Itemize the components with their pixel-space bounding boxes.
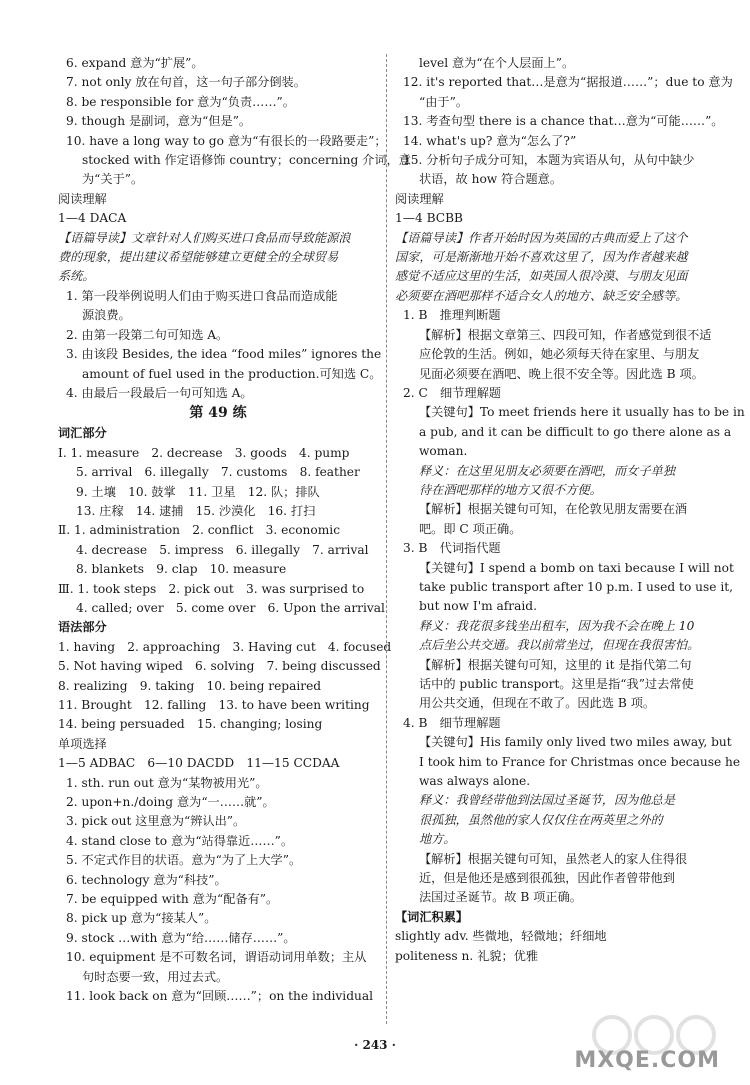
left-column-line: 6. expand 意为“扩展”。 bbox=[66, 56, 204, 70]
left-column-line: 1. having 2. approaching 3. Having cut 4. focused bbox=[58, 639, 392, 654]
right-column-line: 状语，故 how 符合题意。 bbox=[419, 172, 563, 187]
right-column-line: 用公共交通，但现在不敢了。因此选 B 项。 bbox=[419, 696, 656, 711]
right-column-line: 话中的 public transport。这里是指“我”过去常使 bbox=[419, 677, 694, 691]
right-column-line: 国家，可是渐渐地开始不喜欢这里了，因为作者越来越 bbox=[395, 250, 688, 265]
right-column-line: 感觉不适应这里的生活，如英国人很冷漠、与朋友见面 bbox=[395, 269, 688, 284]
left-column-line: 10. equipment 是不可数名词，谓语动词用单数；主从 bbox=[66, 950, 367, 965]
right-column-line: 【解析】根据关键句可知，这里的 it 是指代第二句 bbox=[419, 657, 692, 672]
left-column-line: 5. 不定式作目的状语。意为“为了上大学”。 bbox=[66, 853, 302, 868]
left-column-line: 为“关于”。 bbox=[82, 172, 144, 187]
right-column-line: woman. bbox=[419, 444, 468, 459]
left-column-line: 8. pick up 意为“接某人”。 bbox=[66, 911, 217, 926]
right-column-line: 法国过圣诞节。故 B 项正确。 bbox=[419, 890, 582, 905]
left-column-line: 11. look back on 意为“回顾……”；on the individual bbox=[66, 989, 374, 1004]
right-column-line: 【词汇积累】 bbox=[395, 909, 469, 924]
right-column-line: 1. B 推理判断题 bbox=[403, 308, 501, 323]
left-column-line: 2. 由第一段第二句可知选 A。 bbox=[66, 327, 229, 342]
left-column-line: 第 49 练 bbox=[189, 405, 247, 422]
left-column-line: 4. called; over 5. come over 6. Upon the arrival bbox=[76, 600, 385, 615]
right-column-line: 必须要在酒吧那样不适合女人的地方、缺乏安全感等。 bbox=[395, 288, 688, 303]
left-column-line: 源浪费。 bbox=[82, 308, 131, 323]
left-column-line: 5. Not having wiped 6. solving 7. being discussed bbox=[58, 659, 381, 674]
right-column-line: 阅读理解 bbox=[395, 191, 444, 206]
left-column-line: 6. technology 意为“科技”。 bbox=[66, 872, 227, 887]
left-column-line: 5. arrival 6. illegally 7. customs 8. feather bbox=[76, 465, 360, 480]
right-column-line: 15. 分析句子成分可知，本题为宾语从句，从句中缺少 bbox=[403, 153, 695, 168]
left-column-line: 1. sth. run out 意为“某物被用光”。 bbox=[66, 775, 268, 790]
right-column-line: 3. B 代词指代题 bbox=[403, 541, 501, 556]
left-column-line: 14. being persuaded 15. changing; losing bbox=[58, 717, 323, 732]
right-column-line: 见面必须要在酒吧、晚上很不安全等。因此选 B 项。 bbox=[419, 366, 704, 381]
right-column-line: 13. 考查句型 there is a chance that…意为“可能……”。 bbox=[403, 114, 724, 129]
right-column-line: 很孤独，虽然他的家人仅仅住在两英里之外的 bbox=[419, 812, 663, 827]
left-column-line: 4. stand close to 意为“站得靠近……”。 bbox=[66, 833, 294, 848]
left-column-line: 1. 第一段举例说明人们由于购买进口食品而造成能 bbox=[66, 288, 338, 303]
left-column-line: 8. blankets 9. clap 10. measure bbox=[76, 562, 287, 577]
left-column-line: Ⅲ. 1. took steps 2. pick out 3. was surprised to bbox=[58, 581, 365, 596]
left-column-line: 7. not only 放在句首，这一句子部分倒装。 bbox=[66, 75, 306, 90]
right-column-line: “由于”。 bbox=[419, 94, 469, 109]
left-column-line: 11. Brought 12. falling 13. to have been writing bbox=[58, 698, 370, 712]
right-column-line: 待在酒吧那样的地方又很不方便。 bbox=[419, 482, 602, 497]
left-column-line: 2. upon+n./doing 意为“一……就”。 bbox=[66, 795, 275, 810]
right-column-line: 吧。即 C 项正确。 bbox=[419, 521, 522, 536]
left-column-line: 1—5 ADBAC 6—10 DACDD 11—15 CCDAA bbox=[58, 756, 340, 771]
right-column bbox=[395, 54, 745, 966]
right-column-line: politeness n. 礼貌；优雅 bbox=[395, 948, 539, 963]
right-column-line: 【解析】根据关键句可知，虽然老人的家人住得很 bbox=[419, 851, 688, 866]
right-column-line: 4. B 细节理解题 bbox=[403, 715, 501, 730]
left-column-line: 4. decrease 5. impress 6. illegally 7. arrival bbox=[76, 542, 369, 557]
left-column-line: 7. be equipped with 意为“配备有”。 bbox=[66, 892, 279, 907]
right-column-line: 释义：我曾经带他到法国过圣诞节，因为他总是 bbox=[419, 793, 675, 808]
right-column-line: 【关键句】To meet friends here it usually has to be in bbox=[419, 405, 745, 420]
left-column-line: 【语篇导读】文章针对人们购买进口食品而导致能源浪 bbox=[58, 230, 351, 245]
left-column-line: 语法部分 bbox=[58, 620, 107, 635]
left-column-line: Ⅰ. 1. measure 2. decrease 3. goods 4. pump bbox=[58, 445, 350, 460]
watermark-text: MXQE.COM bbox=[574, 1048, 720, 1073]
right-column-line: 【关键句】I spend a bomb on taxi because I will not bbox=[419, 560, 734, 575]
left-column-line: 3. pick out 这里意为“辨认出”。 bbox=[66, 814, 246, 829]
right-column-line: slightly adv. 些微地，轻微地；纤细地 bbox=[395, 929, 607, 944]
right-column-line: 2. C 细节理解题 bbox=[403, 385, 501, 400]
left-column-line: 9. stock …with 意为“给……储存……”。 bbox=[66, 930, 296, 945]
right-column-line: take public transport after 10 p.m. I used to use it, bbox=[419, 579, 734, 594]
left-column-line: 词汇部分 bbox=[58, 426, 107, 441]
left-column-line: amount of fuel used in the production.可知选 C。 bbox=[82, 366, 382, 381]
right-column-line: 点后坐公共交通。我以前常坐过，但现在我很害怕。 bbox=[419, 638, 700, 653]
left-column-line: 单项选择 bbox=[58, 736, 107, 751]
left-column-line: Ⅱ. 1. administration 2. conflict 3. economic bbox=[58, 523, 341, 538]
right-column-line: 释义：在这里见朋友必须要在酒吧，而女子单独 bbox=[419, 463, 675, 478]
left-column-line: 3. 由该段 Besides, the idea “food miles” ignores the bbox=[66, 347, 382, 362]
right-column-line: 【语篇导读】作者开始时因为英国的古典而爱上了这个 bbox=[395, 230, 688, 245]
right-column-line: 地方。 bbox=[419, 832, 456, 847]
right-column-line: 14. what's up? 意为“怎么了?” bbox=[403, 133, 577, 148]
right-column-line: but now I'm afraid. bbox=[419, 599, 537, 614]
right-column-line: 12. it's reported that…是意为“据报道……”；due to 意为 bbox=[403, 75, 733, 90]
left-column-line: 9. 土壤 10. 鼓掌 11. 卫星 12. 队；排队 bbox=[76, 484, 320, 499]
left-column-line: 费的现象，提出建议希望能够建立更健全的全球贸易 bbox=[58, 250, 339, 265]
right-column-line: level 意为“在个人层面上”。 bbox=[419, 56, 575, 70]
left-column-line: 1—4 DACA bbox=[58, 211, 127, 226]
right-column-line: 【解析】根据关键句可知，在伦敦见朋友需要在酒 bbox=[419, 502, 688, 517]
left-column-line: stocked with 作定语修饰 country；concerning 介词，意 bbox=[82, 153, 411, 168]
right-column-line: a pub, and it can be difficult to go there alone as a bbox=[419, 424, 732, 439]
left-column-line: 句时态要一致，用过去式。 bbox=[82, 969, 229, 984]
left-column-line: 系统。 bbox=[58, 269, 95, 284]
left-column-line: 阅读理解 bbox=[58, 191, 107, 206]
right-column-line: 近，但是他还是感到很孤独，因此作者曾带他到 bbox=[419, 871, 675, 886]
left-column-line: 9. though 是副词，意为“但是”。 bbox=[66, 114, 252, 129]
right-column-line: 【解析】根据文章第三、四段可知，作者感觉到很不适 bbox=[419, 327, 712, 342]
left-column-line: 13. 庄稼 14. 逮捕 15. 沙漠化 16. 打扫 bbox=[76, 503, 316, 518]
column-divider bbox=[386, 54, 387, 1024]
right-column-line: 1—4 BCBB bbox=[395, 211, 463, 226]
right-column-line: 【关键句】His family only lived two miles away, but bbox=[419, 735, 732, 750]
left-column-line: 8. realizing 9. taking 10. being repaired bbox=[58, 678, 322, 693]
left-column-line: 10. have a long way to go 意为“有很长的一段路要走”； bbox=[66, 133, 387, 148]
right-column-line: 应伦敦的生活。例如，她必须每天待在家里、与朋友 bbox=[419, 347, 700, 362]
left-column-line: 8. be responsible for 意为“负责……”。 bbox=[66, 94, 295, 109]
right-column-line: was always alone. bbox=[419, 774, 531, 789]
right-column-line: I took him to France for Christmas once because he bbox=[419, 754, 741, 769]
left-column bbox=[58, 54, 411, 1007]
left-column-line: 4. 由最后一段最后一句可知选 A。 bbox=[66, 385, 253, 400]
right-column-line: 释义：我花很多钱坐出租车，因为我不会在晚上 10 bbox=[419, 618, 695, 633]
page-number: · 243 · bbox=[354, 1038, 396, 1052]
